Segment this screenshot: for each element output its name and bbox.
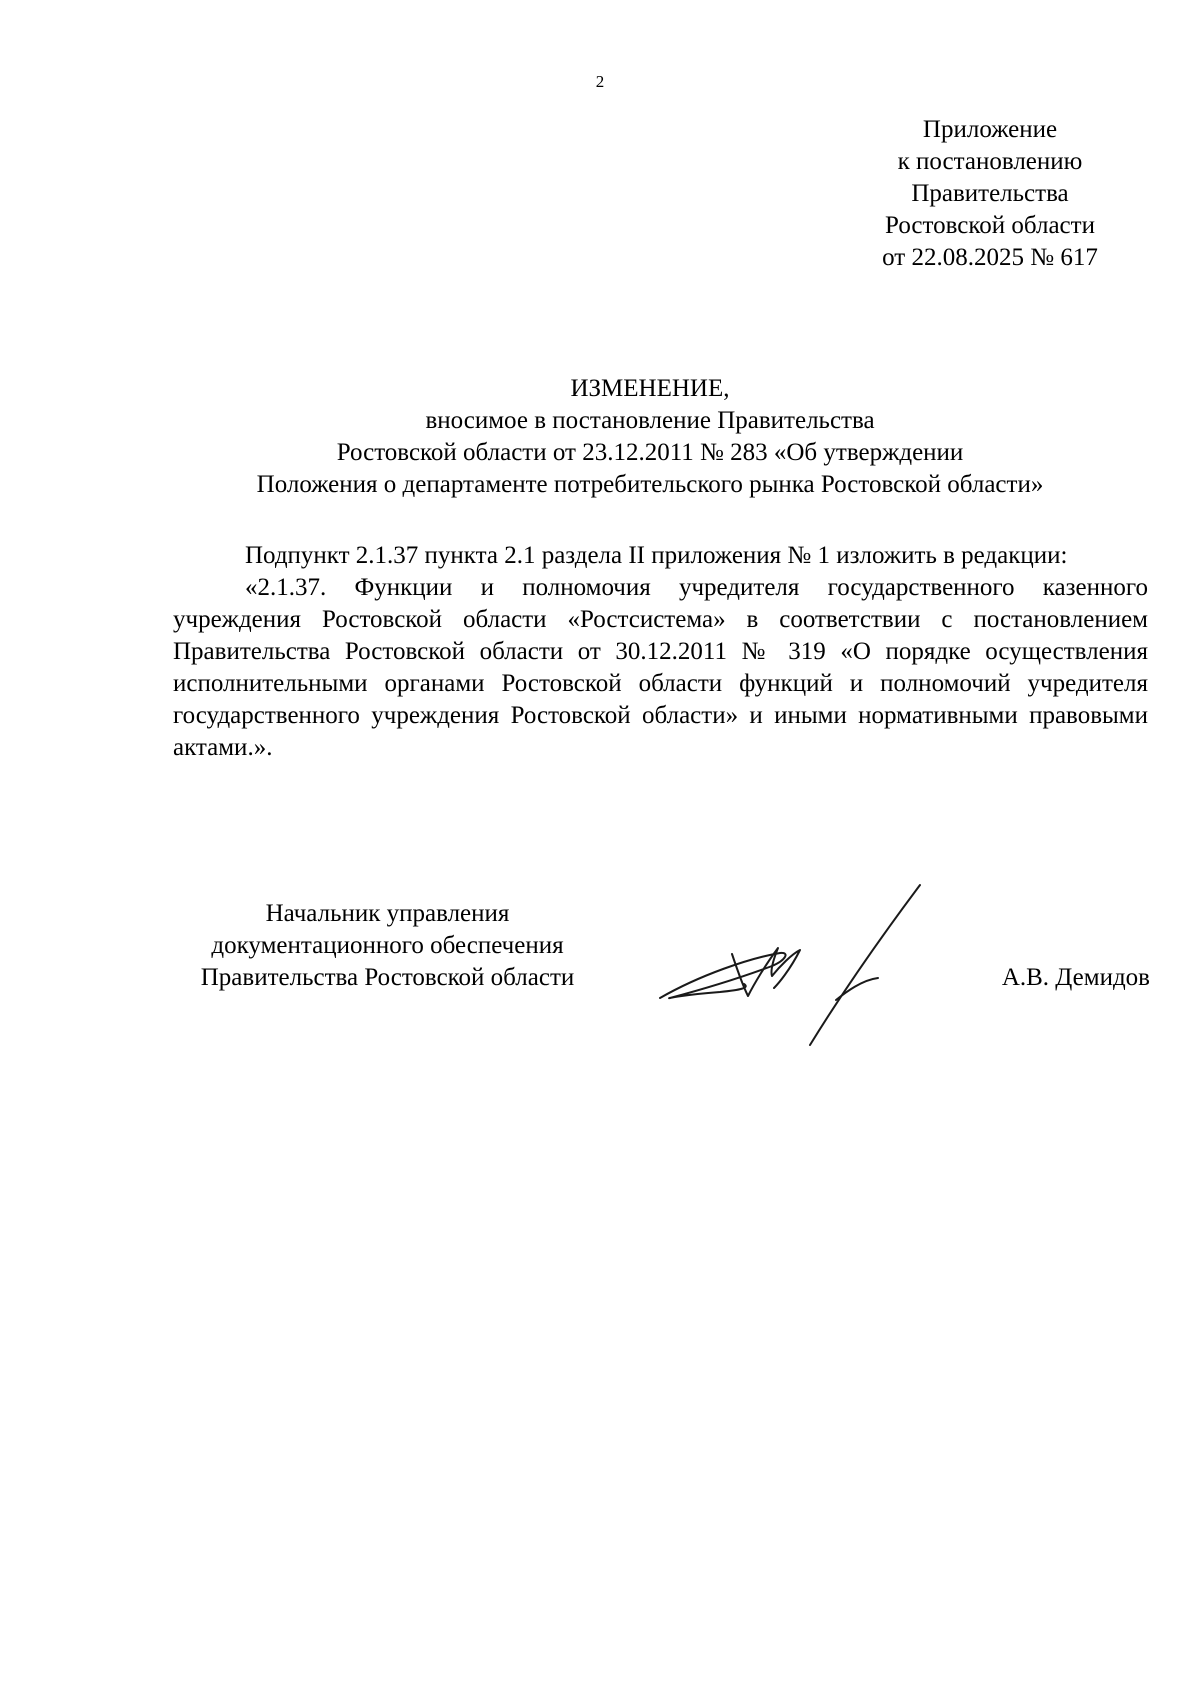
title-line: Ростовской области от 23.12.2011 № 283 «Об утверждении (336, 439, 964, 466)
signer-name: А.В. Демидов (1001, 964, 1150, 991)
handwritten-signature (640, 880, 940, 1050)
position-line: документационного обеспечения (211, 932, 564, 959)
position-line: Начальник управления (265, 900, 510, 927)
title-heading: ИЗМЕНЕНИЕ, (570, 375, 730, 402)
approval-line-appendix: Приложение (922, 116, 1058, 143)
document-body (173, 540, 1148, 764)
position-line: Правительства Ростовской области (200, 964, 575, 991)
approval-line-government: Правительства (911, 180, 1069, 207)
title-line: вносимое в постановление Правительства (425, 407, 875, 434)
page-number: 2 (595, 72, 605, 91)
approval-line-date-number: от 22.08.2025 № 617 (882, 244, 1098, 271)
body-paragraph: «2.1.37. Функции и полномочия учредителя государственного казенного учреждения Ростовской области «Ростсистема» в соответствии с постановлением Правительства Ростовской области от 30.12.2011 № 319 «О порядке осуществления исполнительными органами Ростовской области функций и полномочий учредителя государственного учреждения Ростовской области» и иными нормативными правовыми актами.». (173, 574, 1148, 761)
body-paragraph: Подпункт 2.1.37 пункта 2.1 раздела II приложения № 1 изложить в редакции: (245, 542, 1068, 569)
approval-line-region: Ростовской области (885, 212, 1095, 239)
approval-block (840, 114, 1140, 274)
approval-line-to-resolution: к постановлению (897, 148, 1083, 175)
signatory-position (160, 898, 615, 994)
title-line: Положения о департаменте потребительского рынка Ростовской области» (256, 471, 1044, 498)
document-title (150, 373, 1150, 501)
